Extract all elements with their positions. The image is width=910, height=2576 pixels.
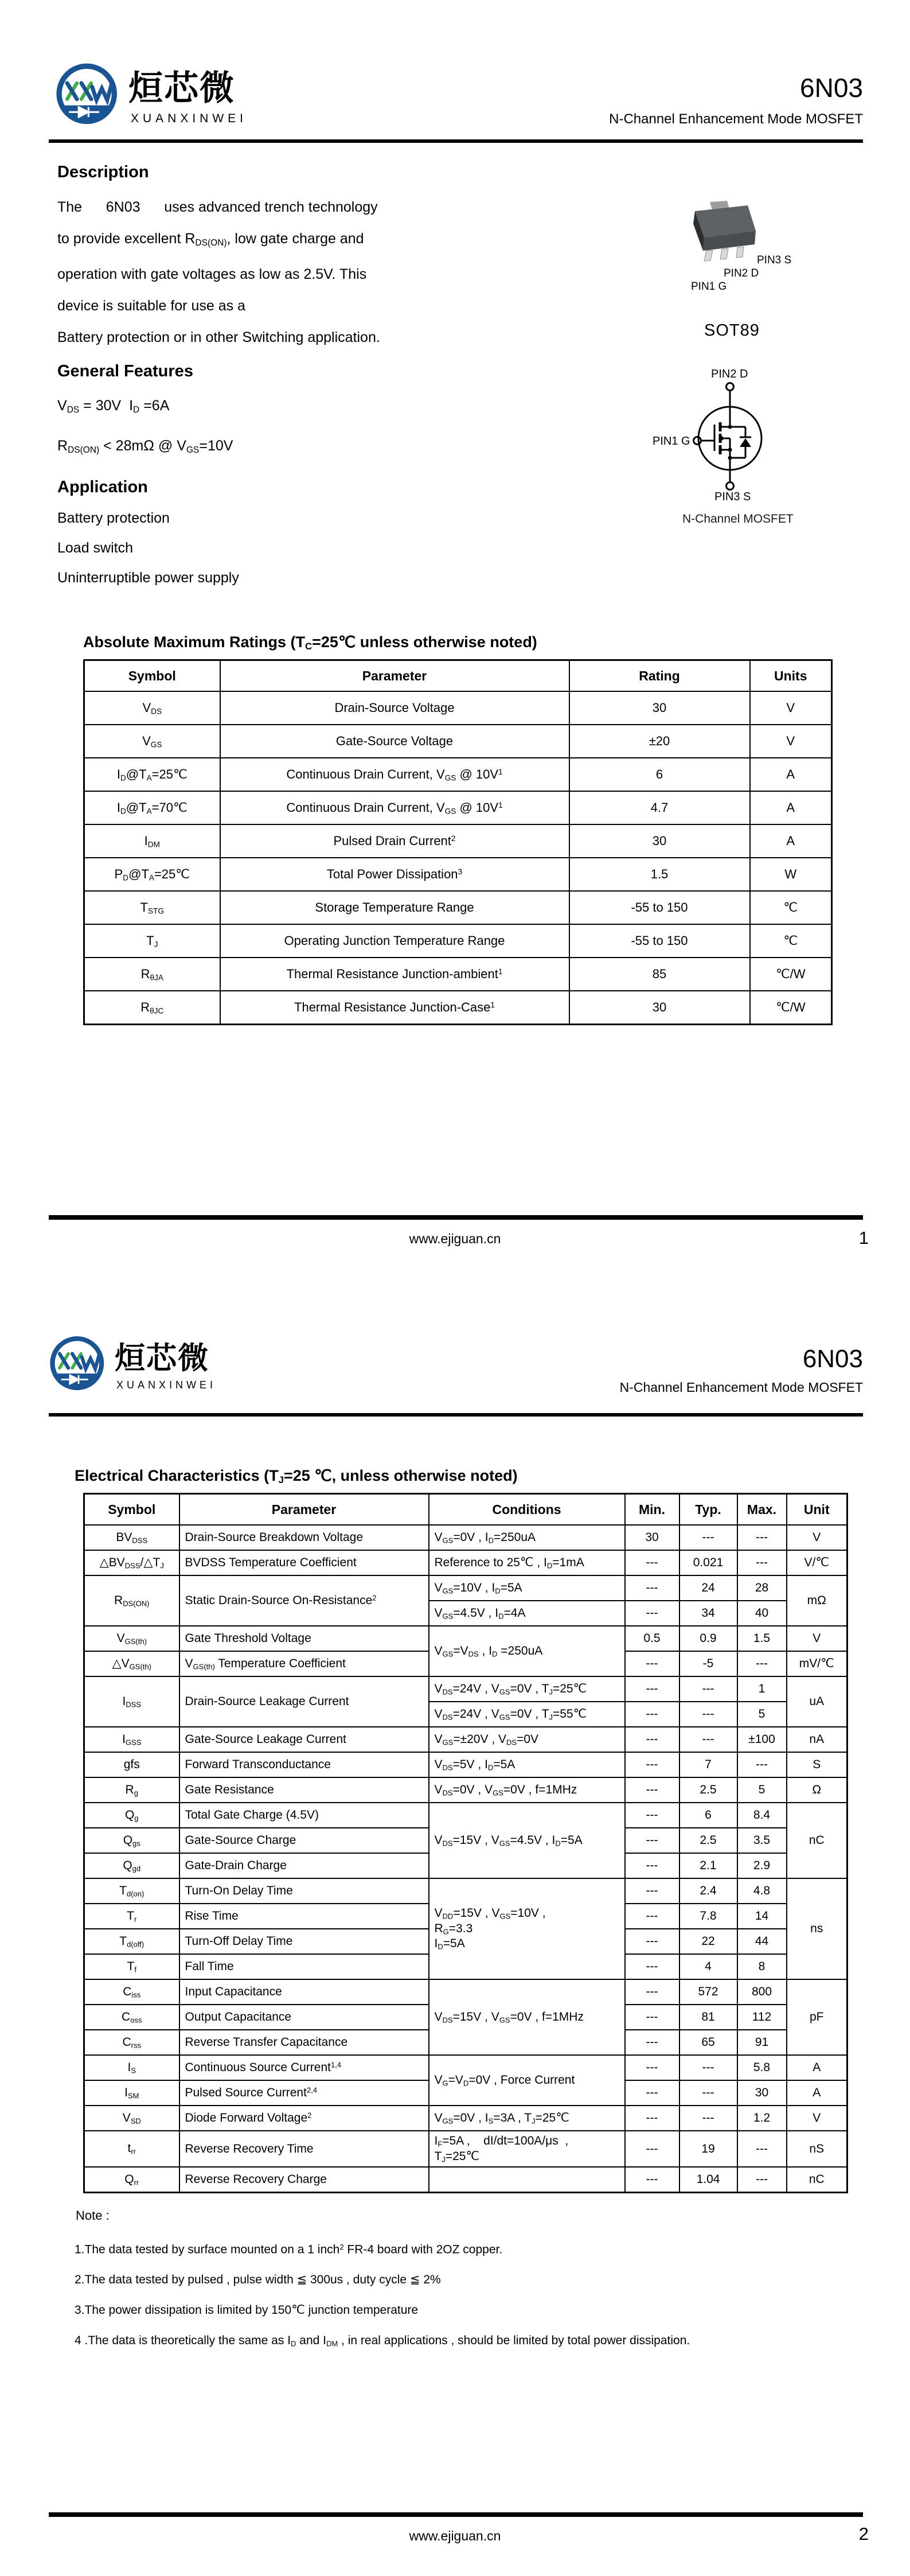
table-cell: $V_{GS(th)}$ bbox=[84, 1626, 179, 1651]
application-heading: Application bbox=[57, 478, 148, 497]
table-cell: $V_{GS(th)}$ Temperature Coefficient bbox=[179, 1651, 429, 1676]
table-cell: $R_{\theta JC}$ bbox=[84, 991, 220, 1025]
footer-rule bbox=[49, 1215, 863, 1220]
table-cell: $V_{DS}=15V$ , $V_{GS}=4.5V$ , $I_D=5A$ bbox=[429, 1803, 625, 1878]
table-cell: ℃ bbox=[750, 924, 832, 958]
table-row bbox=[84, 2131, 847, 2167]
footer-url: www.ejiguan.cn bbox=[409, 1231, 501, 1246]
table-cell bbox=[429, 2167, 625, 2193]
table-cell: 800 bbox=[737, 1979, 787, 2005]
abs-max-title: Absolute Maximum Ratings ($T_C=25℃$ unless otherwise noted) bbox=[83, 633, 537, 652]
table-cell: Continuous Drain Current, $V_{GS}$ @ $10V^1$ bbox=[220, 791, 569, 824]
table-cell: $R_{DS(ON)}$ bbox=[84, 1575, 179, 1626]
table-cell: $R_{\theta JA}$ bbox=[84, 958, 220, 991]
column-header: Rating bbox=[569, 660, 750, 692]
table-cell: --- bbox=[625, 1702, 679, 1727]
table-cell: --- bbox=[679, 2080, 737, 2106]
table-cell: 5.8 bbox=[737, 2055, 787, 2080]
table-cell: Gate Threshold Voltage bbox=[179, 1626, 429, 1651]
table-row bbox=[84, 1575, 847, 1601]
table-cell: Reverse Transfer Capacitance bbox=[179, 2030, 429, 2055]
sot89-package-image bbox=[678, 200, 764, 264]
table-cell: 40 bbox=[737, 1601, 787, 1626]
table-cell: Continuous Source Current$^{1,4}$ bbox=[179, 2055, 429, 2080]
table-cell: $V_G=V_D=0V$ , Force Current bbox=[429, 2055, 625, 2106]
table-row bbox=[84, 1550, 847, 1575]
schematic-pin2-label: PIN2 D bbox=[711, 368, 748, 380]
column-header: Conditions bbox=[429, 1494, 625, 1526]
table-cell: 3.5 bbox=[737, 1828, 787, 1853]
table-header-row bbox=[84, 1494, 847, 1526]
table-cell: --- bbox=[679, 1727, 737, 1752]
table-cell: 2.5 bbox=[679, 1828, 737, 1853]
data-table bbox=[83, 659, 833, 1025]
table-row bbox=[84, 1626, 847, 1651]
application-item: Load switch bbox=[57, 540, 134, 557]
table-cell: 4.7 bbox=[569, 791, 750, 824]
table-cell: 112 bbox=[737, 2005, 787, 2030]
table-cell: --- bbox=[625, 1777, 679, 1803]
mosfet-schematic bbox=[647, 367, 813, 505]
table-cell: 1.5 bbox=[569, 858, 750, 891]
table-cell: 2.9 bbox=[737, 1853, 787, 1878]
table-cell: Turn-On Delay Time bbox=[179, 1878, 429, 1904]
column-header: Max. bbox=[737, 1494, 787, 1526]
column-header: Parameter bbox=[220, 660, 569, 692]
table-cell: $V_{DD}=15V$ , $V_{GS}=10V$ , $R_G=3.3$ $I_D=5A$ bbox=[429, 1878, 625, 1979]
table-row bbox=[84, 858, 832, 891]
table-cell: 572 bbox=[679, 1979, 737, 2005]
table-cell: 30 bbox=[737, 2080, 787, 2106]
table-row bbox=[84, 1803, 847, 1828]
table-cell: ns bbox=[787, 1878, 847, 1979]
table-cell: $BV_{DSS}$ bbox=[84, 1525, 179, 1550]
table-cell: 1.04 bbox=[679, 2167, 737, 2193]
table-cell: Diode Forward Voltage$^2$ bbox=[179, 2106, 429, 2131]
table-cell: --- bbox=[625, 2131, 679, 2167]
table-row bbox=[84, 1777, 847, 1803]
table-cell: 24 bbox=[679, 1575, 737, 1601]
table-cell: $T_r$ bbox=[84, 1904, 179, 1929]
table-cell: Ω bbox=[787, 1777, 847, 1803]
xuanxinwei-logo-icon bbox=[44, 1334, 111, 1394]
table-cell: $V_{DS}=24V$ , $V_{GS}=0V$ , $T_J=25℃$ bbox=[429, 1676, 625, 1702]
table-cell: --- bbox=[625, 1575, 679, 1601]
table-cell: 19 bbox=[679, 2131, 737, 2167]
table-cell: $I_D@T_A=25℃$ bbox=[84, 758, 220, 791]
table-cell: $P_D@T_A=25℃$ bbox=[84, 858, 220, 891]
description-line: Battery protection or in other Switching application. bbox=[57, 329, 380, 345]
table-cell: 85 bbox=[569, 958, 750, 991]
table-cell: nC bbox=[787, 1803, 847, 1878]
table-cell: --- bbox=[625, 1752, 679, 1777]
table-row bbox=[84, 891, 832, 924]
table-cell: Reverse Recovery Charge bbox=[179, 2167, 429, 2193]
table-cell: 30 bbox=[569, 691, 750, 725]
table-cell: nS bbox=[787, 2131, 847, 2167]
table-cell: 6 bbox=[679, 1803, 737, 1828]
table-cell: 81 bbox=[679, 2005, 737, 2030]
table-cell: $V_{DS}$ bbox=[84, 691, 220, 725]
table-cell: $T_{d(on)}$ bbox=[84, 1878, 179, 1904]
table-cell: $I_S$ bbox=[84, 2055, 179, 2080]
table-row bbox=[84, 1727, 847, 1752]
table-cell: ±100 bbox=[737, 1727, 787, 1752]
table-cell: Continuous Drain Current, $V_{GS}$ @ $10V^1$ bbox=[220, 758, 569, 791]
table-cell: Gate Resistance bbox=[179, 1777, 429, 1803]
table-cell: --- bbox=[737, 2167, 787, 2193]
table-cell: $Q_{gs}$ bbox=[84, 1828, 179, 1853]
table-row bbox=[84, 2055, 847, 2080]
table-cell: --- bbox=[737, 1550, 787, 1575]
note-item: 4 .The data is theoretically the same as $I_D$ and $I_{DM}$ , in real applications , should be limited by total power dissipation. bbox=[75, 2334, 690, 2348]
table-cell: $t_{rr}$ bbox=[84, 2131, 179, 2167]
table-cell: 7 bbox=[679, 1752, 737, 1777]
table-row bbox=[84, 1979, 847, 2005]
column-header: Parameter bbox=[179, 1494, 429, 1526]
table-cell: Turn-Off Delay Time bbox=[179, 1929, 429, 1954]
table-row bbox=[84, 1752, 847, 1777]
table-cell: Pulsed Drain Current$^2$ bbox=[220, 824, 569, 858]
table-cell: Thermal Resistance Junction-Case$^1$ bbox=[220, 991, 569, 1025]
table-cell: Input Capacitance bbox=[179, 1979, 429, 2005]
table-cell: $V_{SD}$ bbox=[84, 2106, 179, 2131]
table-cell: A bbox=[787, 2055, 847, 2080]
table-cell: $I_D@T_A=70℃$ bbox=[84, 791, 220, 824]
table-cell: -5 bbox=[679, 1651, 737, 1676]
table-cell: --- bbox=[625, 1601, 679, 1626]
table-cell: Static Drain-Source On-Resistance$^2$ bbox=[179, 1575, 429, 1626]
table-cell: 65 bbox=[679, 2030, 737, 2055]
table-cell: 1.2 bbox=[737, 2106, 787, 2131]
table-row bbox=[84, 725, 832, 758]
table-row bbox=[84, 2167, 847, 2193]
table-cell: $C_{rss}$ bbox=[84, 2030, 179, 2055]
table-cell: $I_{GSS}$ bbox=[84, 1727, 179, 1752]
schematic-pin3-label: PIN3 S bbox=[714, 491, 751, 503]
table-cell: ℃/W bbox=[750, 958, 832, 991]
footer-rule bbox=[49, 2512, 863, 2517]
table-cell: S bbox=[787, 1752, 847, 1777]
table-cell: --- bbox=[625, 2167, 679, 2193]
table-cell: Reference to 25℃ , $I_D=1mA$ bbox=[429, 1550, 625, 1575]
table-cell: 22 bbox=[679, 1929, 737, 1954]
table-cell: Pulsed Source Current$^{2,4}$ bbox=[179, 2080, 429, 2106]
table-cell: Operating Junction Temperature Range bbox=[220, 924, 569, 958]
table-row bbox=[84, 991, 832, 1025]
table-cell: 6 bbox=[569, 758, 750, 791]
table-cell: --- bbox=[679, 1525, 737, 1550]
table-cell: Thermal Resistance Junction-ambient$^1$ bbox=[220, 958, 569, 991]
elec-char-table bbox=[83, 1493, 848, 2193]
table-cell: ℃/W bbox=[750, 991, 832, 1025]
table-cell: --- bbox=[625, 1727, 679, 1752]
xuanxinwei-logo-icon bbox=[49, 61, 125, 129]
column-header: Typ. bbox=[679, 1494, 737, 1526]
note-item: 1.The data tested by surface mounted on a 1 inch$^2$ FR-4 board with 2OZ copper. bbox=[75, 2242, 503, 2256]
table-cell: Reverse Recovery Time bbox=[179, 2131, 429, 2167]
table-header-row bbox=[84, 660, 832, 692]
table-cell: --- bbox=[625, 1878, 679, 1904]
abs-max-section bbox=[83, 633, 833, 1025]
table-cell: 2.5 bbox=[679, 1777, 737, 1803]
table-cell: --- bbox=[625, 2106, 679, 2131]
table-cell: 4 bbox=[679, 1954, 737, 1979]
table-cell: 91 bbox=[737, 2030, 787, 2055]
table-cell: $\triangle BV_{DSS}/\triangle T_J$ bbox=[84, 1550, 179, 1575]
table-cell: Storage Temperature Range bbox=[220, 891, 569, 924]
table-cell: $V_{GS}=10V$ , $I_D=5A$ bbox=[429, 1575, 625, 1601]
table-cell: Gate-Source Leakage Current bbox=[179, 1727, 429, 1752]
table-cell: 1.5 bbox=[737, 1626, 787, 1651]
pin2-label: PIN2 D bbox=[724, 267, 759, 279]
header-rule bbox=[49, 1413, 863, 1417]
brand-name-cn: 烜芯微 bbox=[128, 69, 235, 107]
part-number: 6N03 bbox=[802, 1345, 863, 1373]
application-item: Battery protection bbox=[57, 510, 170, 527]
table-cell: $I_{SM}$ bbox=[84, 2080, 179, 2106]
features-heading: General Features bbox=[57, 361, 193, 380]
table-cell: ℃ bbox=[750, 891, 832, 924]
footer-url: www.ejiguan.cn bbox=[409, 2528, 501, 2543]
table-row bbox=[84, 691, 832, 725]
table-row bbox=[84, 2106, 847, 2131]
table-cell: -55 to 150 bbox=[569, 891, 750, 924]
table-cell: --- bbox=[737, 1525, 787, 1550]
table-cell: nA bbox=[787, 1727, 847, 1752]
table-cell: V bbox=[787, 1525, 847, 1550]
table-cell: Drain-Source Leakage Current bbox=[179, 1676, 429, 1727]
package-name: SOT89 bbox=[704, 321, 760, 340]
table-cell: V/℃ bbox=[787, 1550, 847, 1575]
table-cell: V bbox=[787, 2106, 847, 2131]
table-cell: $V_{DS}=24V$ , $V_{GS}=0V$ , $T_J=55℃$ bbox=[429, 1702, 625, 1727]
table-cell: 34 bbox=[679, 1601, 737, 1626]
table-cell: $T_{STG}$ bbox=[84, 891, 220, 924]
table-cell: Forward Transconductance bbox=[179, 1752, 429, 1777]
table-cell: A bbox=[750, 758, 832, 791]
table-cell: $V_{GS}=\pm 20V$ , $V_{DS}=0V$ bbox=[429, 1727, 625, 1752]
table-row bbox=[84, 758, 832, 791]
table-cell: 7.8 bbox=[679, 1904, 737, 1929]
table-cell: --- bbox=[737, 1752, 787, 1777]
table-cell: Gate-Source Voltage bbox=[220, 725, 569, 758]
table-cell: --- bbox=[625, 1904, 679, 1929]
table-cell: $V_{DS}=5V$ , $I_D=5A$ bbox=[429, 1752, 625, 1777]
table-cell: mV/℃ bbox=[787, 1651, 847, 1676]
table-cell: $C_{oss}$ bbox=[84, 2005, 179, 2030]
table-cell: $V_{GS}=0V$ , $I_D=250uA$ bbox=[429, 1525, 625, 1550]
pin3-label: PIN3 S bbox=[757, 254, 792, 266]
table-cell: --- bbox=[625, 2030, 679, 2055]
table-cell: --- bbox=[625, 2005, 679, 2030]
table-cell: --- bbox=[737, 1651, 787, 1676]
table-row bbox=[84, 1676, 847, 1702]
column-header: Unit bbox=[787, 1494, 847, 1526]
header-subtitle: N-Channel Enhancement Mode MOSFET bbox=[609, 111, 863, 127]
table-cell: A bbox=[750, 824, 832, 858]
table-cell: 0.021 bbox=[679, 1550, 737, 1575]
table-cell: 30 bbox=[569, 991, 750, 1025]
table-cell: --- bbox=[625, 1929, 679, 1954]
table-cell: --- bbox=[625, 1676, 679, 1702]
table-cell: 0.9 bbox=[679, 1626, 737, 1651]
table-cell: Drain-Source Voltage bbox=[220, 691, 569, 725]
table-cell: $T_f$ bbox=[84, 1954, 179, 1979]
note-item: 3.The power dissipation is limited by 150℃ junction temperature bbox=[75, 2303, 419, 2317]
table-cell: pF bbox=[787, 1979, 847, 2055]
table-cell: 5 bbox=[737, 1702, 787, 1727]
table-cell: 2.4 bbox=[679, 1878, 737, 1904]
table-cell: 28 bbox=[737, 1575, 787, 1601]
table-cell: 8.4 bbox=[737, 1803, 787, 1828]
table-cell: --- bbox=[737, 2131, 787, 2167]
table-cell: $I_F=5A$ , dI/dt=100A/μs , $T_J=25℃$ bbox=[429, 2131, 625, 2167]
page-number: 1 bbox=[858, 1228, 869, 1248]
table-cell: mΩ bbox=[787, 1575, 847, 1626]
header-subtitle: N-Channel Enhancement Mode MOSFET bbox=[619, 1380, 863, 1395]
table-cell: $Q_g$ bbox=[84, 1803, 179, 1828]
table-cell: Total Power Dissipation$^3$ bbox=[220, 858, 569, 891]
table-cell: --- bbox=[625, 1550, 679, 1575]
description-line: to provide excellent $R_{DS(ON)}$, low gate charge and bbox=[57, 230, 364, 248]
table-cell: Fall Time bbox=[179, 1954, 429, 1979]
table-cell: $T_J$ bbox=[84, 924, 220, 958]
table-cell: 5 bbox=[737, 1777, 787, 1803]
table-cell: V bbox=[787, 1626, 847, 1651]
column-header: Min. bbox=[625, 1494, 679, 1526]
table-cell: $V_{GS}$ bbox=[84, 725, 220, 758]
feature-line: $R_{DS(ON)} < 28m\Omega$ @ $V_{GS}=10V$ bbox=[57, 438, 233, 456]
left-column bbox=[57, 162, 453, 593]
table-cell: A bbox=[750, 791, 832, 824]
table-cell: $I_{DM}$ bbox=[84, 824, 220, 858]
table-cell: --- bbox=[625, 1803, 679, 1828]
table-cell: $V_{DS}=15V$ , $V_{GS}=0V$ , f=1MHz bbox=[429, 1979, 625, 2055]
table-cell: $V_{GS}=0V$ , $I_S=3A$ , $T_J=25℃$ bbox=[429, 2106, 625, 2131]
table-cell: --- bbox=[679, 2106, 737, 2131]
table-cell: Output Capacitance bbox=[179, 2005, 429, 2030]
part-number: 6N03 bbox=[800, 73, 863, 103]
table-cell: Drain-Source Breakdown Voltage bbox=[179, 1525, 429, 1550]
table-cell: Rise Time bbox=[179, 1904, 429, 1929]
table-cell: $I_{DSS}$ bbox=[84, 1676, 179, 1727]
table-cell: 0.5 bbox=[625, 1626, 679, 1651]
application-item: Uninterruptible power supply bbox=[57, 570, 239, 586]
table-cell: BVDSS Temperature Coefficient bbox=[179, 1550, 429, 1575]
table-cell: Total Gate Charge (4.5V) bbox=[179, 1803, 429, 1828]
notes-heading: Note : bbox=[76, 2208, 110, 2223]
table-cell: 14 bbox=[737, 1904, 787, 1929]
table-cell: nC bbox=[787, 2167, 847, 2193]
table-cell: --- bbox=[679, 2055, 737, 2080]
page-2 bbox=[0, 1288, 910, 2576]
table-cell: $\triangle V_{GS(th)}$ bbox=[84, 1651, 179, 1676]
schematic-caption: N-Channel MOSFET bbox=[682, 512, 794, 526]
schematic-pin1-label: PIN1 G bbox=[653, 435, 690, 448]
description-heading: Description bbox=[57, 163, 149, 181]
table-cell: $V_{GS}=4.5V$ , $I_D=4A$ bbox=[429, 1601, 625, 1626]
table-cell: 44 bbox=[737, 1929, 787, 1954]
elec-char-section bbox=[75, 1467, 848, 2359]
abs-max-table bbox=[83, 659, 833, 1025]
table-row bbox=[84, 924, 832, 958]
table-cell: $Q_{rr}$ bbox=[84, 2167, 179, 2193]
table-cell: $R_g$ bbox=[84, 1777, 179, 1803]
description-line: device is suitable for use as a bbox=[57, 297, 245, 314]
table-cell: V bbox=[750, 725, 832, 758]
table-cell: --- bbox=[625, 1954, 679, 1979]
brand-name-en: XUANXINWEI bbox=[131, 112, 248, 125]
table-cell: --- bbox=[679, 1676, 737, 1702]
table-cell: $V_{GS}=V_{DS}$ , $I_D =250uA$ bbox=[429, 1626, 625, 1676]
table-row bbox=[84, 1525, 847, 1550]
elec-char-title: Electrical Characteristics ($T_J=25$ ℃, unless otherwise noted) bbox=[75, 1467, 518, 1486]
table-cell: $Q_{gd}$ bbox=[84, 1853, 179, 1878]
table-cell: W bbox=[750, 858, 832, 891]
table-cell: --- bbox=[679, 1702, 737, 1727]
feature-line: $V_{DS} = 30V$ $I_D =6A$ bbox=[57, 398, 170, 415]
table-cell: 30 bbox=[625, 1525, 679, 1550]
column-header: Symbol bbox=[84, 660, 220, 692]
table-row bbox=[84, 791, 832, 824]
table-cell: $V_{DS}=0V$ , $V_{GS}=0V$ , f=1MHz bbox=[429, 1777, 625, 1803]
description-line: operation with gate voltages as low as 2.5V. This bbox=[57, 266, 367, 282]
note-item: 2.The data tested by pulsed , pulse width ≦ 300us , duty cycle ≦ 2% bbox=[75, 2273, 441, 2287]
table-cell: $T_{d(off)}$ bbox=[84, 1929, 179, 1954]
page-number: 2 bbox=[858, 2524, 869, 2544]
table-cell: 2.1 bbox=[679, 1853, 737, 1878]
table-cell: Gate-Drain Charge bbox=[179, 1853, 429, 1878]
description-line: The 6N03 uses advanced trench technology bbox=[57, 199, 378, 215]
table-row bbox=[84, 958, 832, 991]
table-cell: ±20 bbox=[569, 725, 750, 758]
table-cell: --- bbox=[625, 1979, 679, 2005]
table-cell: $C_{iss}$ bbox=[84, 1979, 179, 2005]
table-cell: --- bbox=[625, 1651, 679, 1676]
table-cell: 4.8 bbox=[737, 1878, 787, 1904]
brand-name-en: XUANXINWEI bbox=[116, 1379, 217, 1391]
header-rule bbox=[49, 139, 863, 143]
table-cell: -55 to 150 bbox=[569, 924, 750, 958]
data-table bbox=[83, 1493, 848, 2193]
column-header: Symbol bbox=[84, 1494, 179, 1526]
table-cell: A bbox=[787, 2080, 847, 2106]
table-cell: --- bbox=[625, 2080, 679, 2106]
brand-name-cn: 烜芯微 bbox=[115, 1341, 209, 1375]
table-cell: 8 bbox=[737, 1954, 787, 1979]
table-cell: --- bbox=[625, 1853, 679, 1878]
pin1-label: PIN1 G bbox=[691, 281, 727, 293]
table-row bbox=[84, 1878, 847, 1904]
table-row bbox=[84, 824, 832, 858]
table-cell: --- bbox=[625, 2055, 679, 2080]
table-cell: uA bbox=[787, 1676, 847, 1727]
table-cell: Gate-Source Charge bbox=[179, 1828, 429, 1853]
table-cell: gfs bbox=[84, 1752, 179, 1777]
table-cell: 1 bbox=[737, 1676, 787, 1702]
table-cell: --- bbox=[625, 1828, 679, 1853]
column-header: Units bbox=[750, 660, 832, 692]
table-cell: 30 bbox=[569, 824, 750, 858]
table-cell: V bbox=[750, 691, 832, 725]
